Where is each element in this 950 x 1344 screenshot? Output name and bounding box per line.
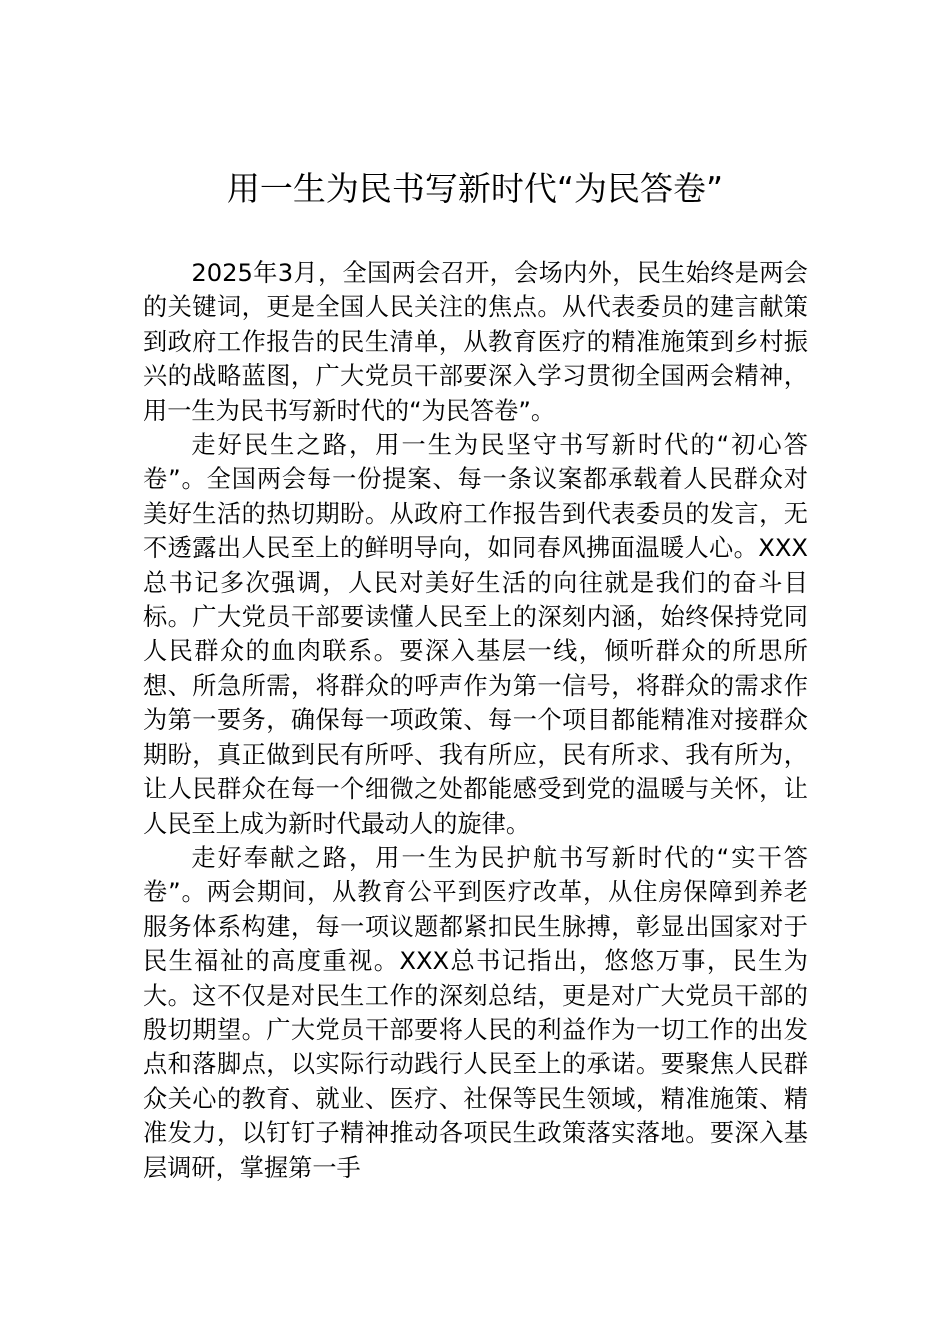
document-title: 用一生为民书写新时代“为民答卷” (226, 169, 724, 208)
document-body (143, 256, 808, 1185)
paragraph-initial-aspiration: 走好民生之路，用一生为民坚守书写新时代的“初心答卷”。全国两会每一份提案、每一条议案都承载着人民群众对美好生活的热切期盼。从政府工作报告到代表委员的发言，无不透露出人民至上的鲜明导向，如同春风拂面温暖人心。XXX总书记多次强调，人民对美好生活的向往就是我们的奋斗目标。广大党员干部要读懂人民至上的深刻内涵，始终保持党同人民群众的血肉联系。要深入基层一线，倾听群众的所思所想、所急所需，将群众的呼声作为第一信号，将群众的需求作为第一要务，确保每一项政策、每一个项目都能精准对接群众期盼，真正做到民有所呼、我有所应，民有所求、我有所为，让人民群众在每一个细微之处都能感受到党的温暖与关怀，让人民至上成为新时代最动人的旋律。 (143, 431, 808, 838)
paragraph-dedication: 走好奉献之路，用一生为民护航书写新时代的“实干答卷”。两会期间，从教育公平到医疗改革，从住房保障到养老服务体系构建，每一项议题都紧扣民生脉搏，彰显出国家对于民生福祉的高度重视。XXX总书记指出，悠悠万事，民生为大。这不仅是对民生工作的深刻总结，更是对广大党员干部的殷切期望。广大党员干部要将人民的利益作为一切工作的出发点和落脚点，以实际行动践行人民至上的承诺。要聚焦人民群众关心的教育、就业、医疗、社保等民生领域，精准施策、精准发力，以钉钉子精神推动各项民生政策落实落地。要深入基层调研，掌握第一手 (143, 843, 808, 1182)
paragraph-intro: 2025年3月，全国两会召开，会场内外，民生始终是两会的关键词，更是全国人民关注的焦点。从代表委员的建言献策到政府工作报告的民生清单，从教育医疗的精准施策到乡村振兴的战略蓝图，广大党员干部要深入学习贯彻全国两会精神，用一生为民书写新时代的“为民答卷”。 (143, 259, 808, 425)
